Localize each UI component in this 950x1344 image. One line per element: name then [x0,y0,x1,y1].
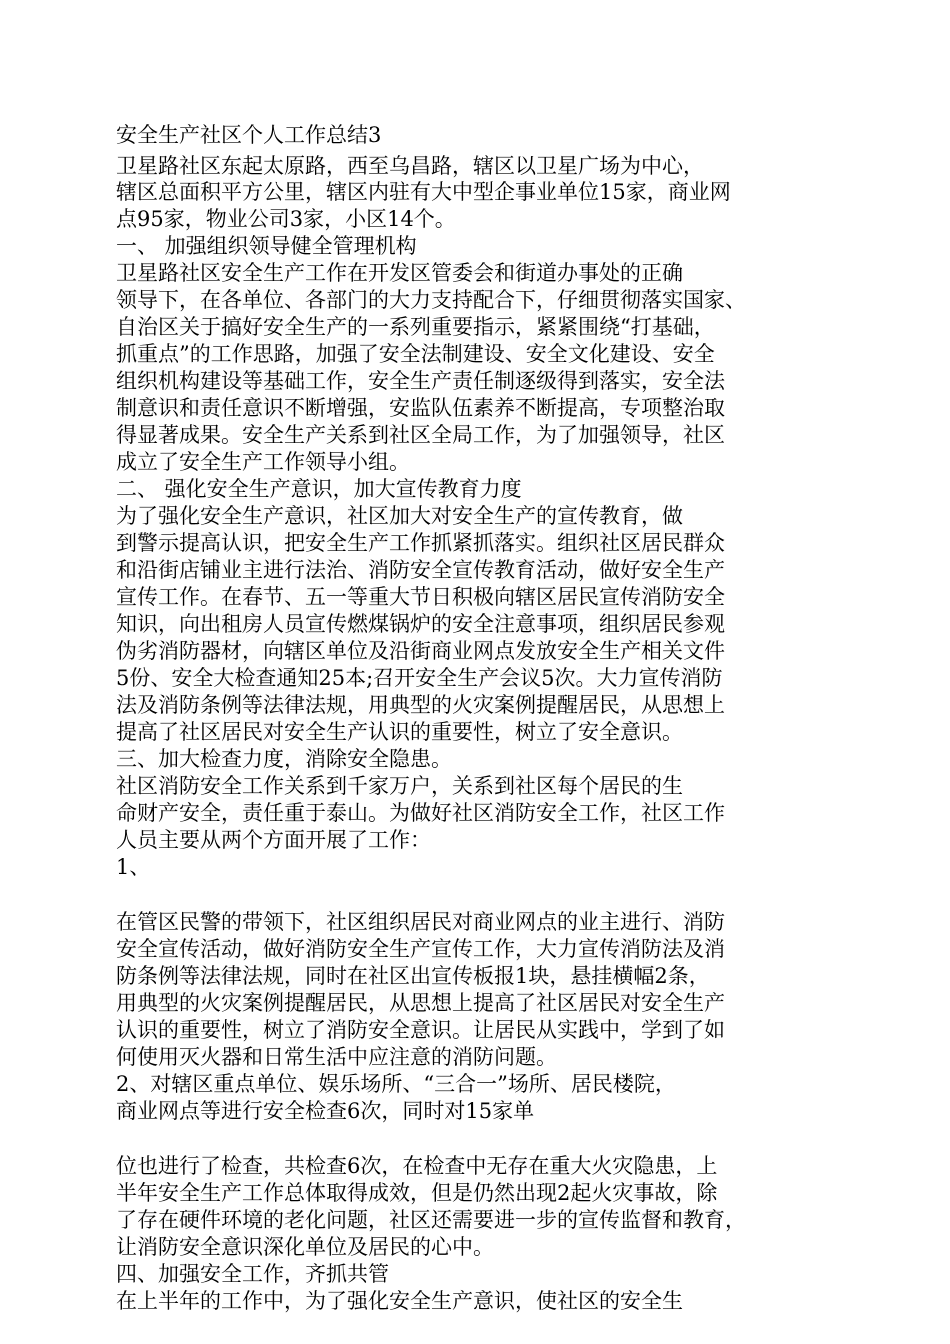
text-line: 商业网点等进行安全检查6次，同时对15家单 [116,1099,535,1123]
list-item-number: 1、 [116,855,151,879]
text-line: 人员主要从两个方面开展了工作： [116,828,431,852]
text-line: 何使用灭火器和日常生活中应注意的消防问题。 [116,1045,557,1069]
text-line: 在上半年的工作中，为了强化安全生产意识，使社区的安全生 [116,1289,683,1313]
text-line: 点95家，物业公司3家，小区14个。 [116,207,456,231]
text-line: 认识的重要性，树立了消防安全意识。让居民从实践中，学到了如 [116,1018,725,1042]
text-line: 得显著成果。安全生产关系到社区全局工作，为了加强领导，社区 [116,423,725,447]
text-line: 2、对辖区重点单位、娱乐场所、“三合一”场所、居民楼院， [116,1072,676,1096]
section-heading: 一、 加强组织领导健全管理机构 [116,234,417,258]
text-line: 半年安全生产工作总体取得成效，但是仍然出现2起火灾事故，除 [116,1181,718,1205]
text-line: 伪劣消防器材，向辖区单位及沿街商业网点发放安全生产相关文件 [116,639,725,663]
text-line: 宣传工作。在春节、五一等重大节日积极向辖区居民宣传消防安全 [116,585,725,609]
text-line: 在管区民警的带领下，社区组织居民对商业网点的业主进行、消防 [116,910,725,934]
document-title: 安全生产社区个人工作总结3 [116,123,382,147]
text-line: 位也进行了检查，共检查6次，在检查中无存在重大火灾隐患，上 [116,1154,718,1178]
text-line: 卫星路社区安全生产工作在开发区管委会和街道办事处的正确 [116,261,683,285]
text-line: 知识，向出租房人员宣传燃煤锅炉的安全注意事项，组织居民参观 [116,612,725,636]
text-line: 让消防安全意识深化单位及居民的心中。 [116,1235,494,1259]
text-line: 自治区关于搞好安全生产的一系列重要指示，紧紧围绕“打基础， [116,315,715,339]
text-line: 社区消防安全工作关系到千家万户，关系到社区每个居民的生 [116,774,683,798]
text-line: 卫星路社区东起太原路，西至乌昌路，辖区以卫星广场为中心， [116,154,704,178]
text-line: 抓重点”的工作思路，加强了安全法制建设、安全文化建设、安全 [116,342,715,366]
text-line: 防条例等法律法规，同时在社区出宣传板报1块，悬挂横幅2条， [116,964,710,988]
text-line: 领导下，在各单位、各部门的大力支持配合下，仔细贯彻落实国家、 [116,288,746,312]
text-line: 为了强化安全生产意识，社区加大对安全生产的宣传教育，做 [116,504,683,528]
text-line: 成立了安全生产工作领导小组。 [116,450,410,474]
section-heading: 四、加强安全工作，齐抓共管 [116,1262,389,1286]
section-heading: 三、加大检查力度，消除安全隐患。 [116,747,452,771]
text-line: 制意识和责任意识不断增强，安监队伍素养不断提高，专项整治取 [116,396,725,420]
text-line: 和沿街店铺业主进行法治、消防安全宣传教育活动，做好安全生产 [116,558,725,582]
text-line: 组织机构建设等基础工作，安全生产责任制逐级得到落实，安全法 [116,369,725,393]
text-line: 5份、安全大检查通知25本;召开安全生产会议5次。大力宣传消防 [116,666,723,690]
text-line: 命财产安全，责任重于泰山。为做好社区消防安全工作，社区工作 [116,801,725,825]
text-line: 辖区总面积平方公里，辖区内驻有大中型企事业单位15家，商业网 [116,180,731,204]
section-heading: 二、 强化安全生产意识，加大宣传教育力度 [116,477,522,501]
text-line: 了存在硬件环境的老化问题，社区还需要进一步的宣传监督和教育， [116,1208,746,1232]
text-line: 到警示提高认识，把安全生产工作抓紧抓落实。组织社区居民群众 [116,531,725,555]
text-line: 法及消防条例等法律法规，用典型的火灾案例提醒居民，从思想上 [116,693,725,717]
text-line: 安全宣传活动，做好消防安全生产宣传工作，大力宣传消防法及消 [116,937,725,961]
text-line: 用典型的火灾案例提醒居民，从思想上提高了社区居民对安全生产 [116,991,725,1015]
text-line: 提高了社区居民对安全生产认识的重要性，树立了安全意识。 [116,720,683,744]
